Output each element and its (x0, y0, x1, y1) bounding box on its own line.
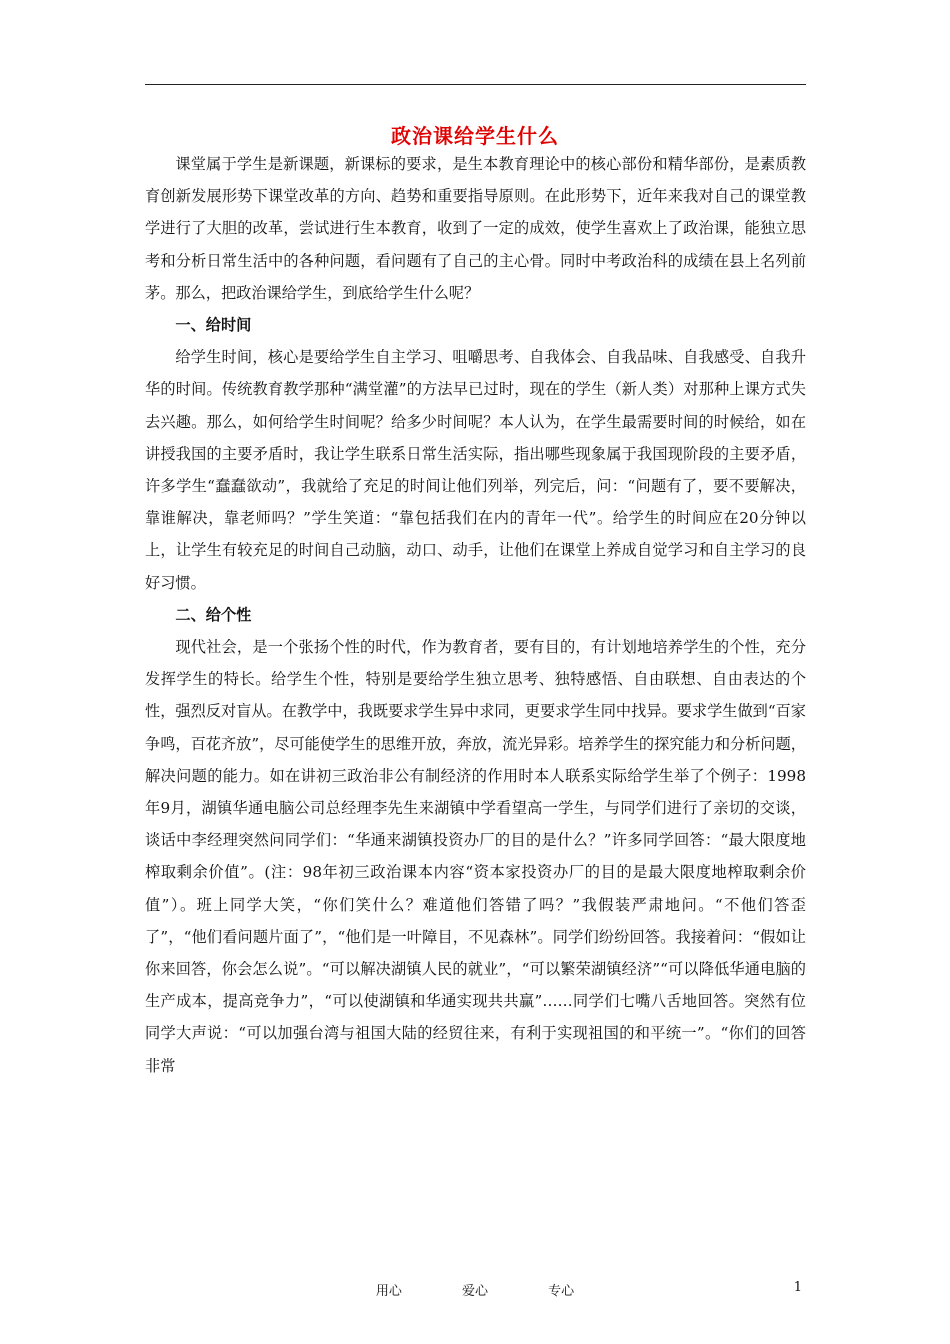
intro-paragraph: 课堂属于学生是新课题，新课标的要求，是生本教育理论中的核心部份和精华部份，是素质教育创新发展形势下课堂改革的方向、趋势和重要指导原则。在此形势下，近年来我对自己的课堂教学进行了大胆的改革，尝试进行生本教育，收到了一定的成效，使学生喜欢上了政治课，能独立思考和分析日常生活中的各种问题，看问题有了自己的主心骨。同时中考政治科的成绩在县上名列前茅。那么，把政治课给学生，到底给学生什么呢？ (145, 155, 806, 302)
section-heading-personality: 二、给个性 (175, 605, 252, 624)
footer-word-2: 爱心 (461, 1284, 488, 1299)
page-footer (0, 1280, 950, 1299)
document-body (145, 148, 806, 1082)
section-heading-time: 一、给时间 (175, 316, 252, 335)
footer-word-1: 用心 (375, 1284, 402, 1299)
section-paragraph-personality: 现代社会，是一个张扬个性的时代，作为教育者，要有目的，有计划地培养学生的个性，充分发挥学生的特长。给学生个性，特别是要给学生独立思考、独特感悟、自由联想、自由表达的个性，强烈反对盲从。在教学中，我既要求学生异中求同，更要求学生同中找异。要求学生做到“百家争鸣，百花齐放”，尽可能使学生的思维开放，奔放，流光异彩。培养学生的探究能力和分析问题，解决问题的能力。如在讲初三政治非公有制经济的作用时本人联系实际给学生举了个例子：1998年9月，湖镇华通电脑公司总经理李先生来湖镇中学看望高一学生，与同学们进行了亲切的交谈，谈话中李经理突然问同学们：“华通来湖镇投资办厂的目的是什么？”许多同学回答：“最大限度地榨取剩余价值”。(注：98年初三政治课本内容“资本家投资办厂的目的是最大限度地榨取剩余价值”）。班上同学大笑，“你们笑什么？难道他们答错了吗？”我假装严肃地问。“不他们答歪了”，“他们看问题片面了”，“他们是一叶障目，不见森林”。同学们纷纷回答。我接着问：“假如让你来回答，你会怎么说”。“可以解决湖镇人民的就业”，“可以繁荣湖镇经济”“可以降低华通电脑的生产成本，提高竞争力”，“可以使湖镇和华通实现共共赢”……同学们七嘴八舌地回答。突然有位同学大声说：“可以加强台湾与祖国大陆的经贸往来，有利于实现祖国的和平统一”。“你们的回答非常 (145, 638, 806, 1075)
document-title: 政治课给学生什么 (391, 124, 559, 148)
footer-word-3: 专心 (548, 1284, 575, 1299)
header-rule (145, 84, 806, 85)
section-paragraph-time: 给学生时间，核心是要给学生自主学习、咀嚼思考、自我体会、自我品味、自我感受、自我升华的时间。传统教育教学那种“满堂灌”的方法早已过时，现在的学生（新人类）对那种上课方式失去兴趣。那么，如何给学生时间呢？给多少时间呢？本人认为，在学生最需要时间的时候给，如在讲授我国的主要矛盾时，我让学生联系日常生活实际，指出哪些现象属于我国现阶段的主要矛盾，许多学生“蠢蠢欲动”，我就给了充足的时间让他们列举，列完后，问：“问题有了，要不要解决，靠谁解决，靠老师吗？”学生笑道：“靠包括我们在内的青年一代”。给学生的时间应在20分钟以上，让学生有较充足的时间自己动脑，动口、动手，让他们在课堂上养成自觉学习和自主学习的良好习惯。 (145, 348, 806, 592)
page-number: 1 (793, 1280, 802, 1295)
